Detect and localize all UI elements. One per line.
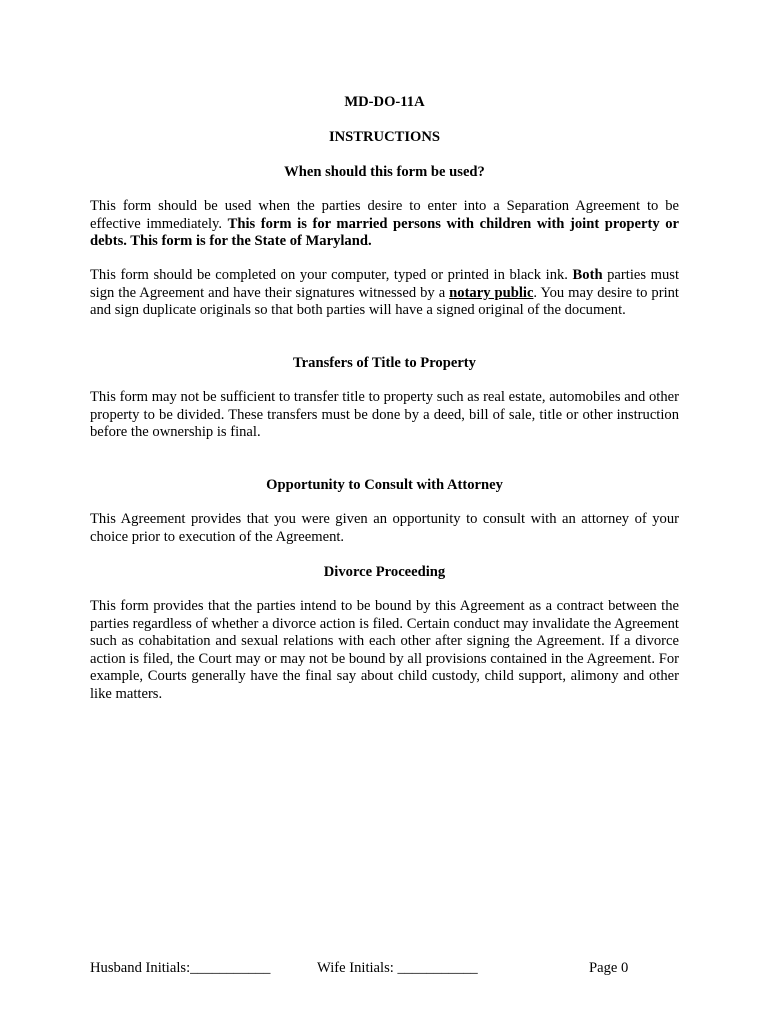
- husband-initials: Husband Initials:___________: [90, 960, 271, 976]
- paragraph-divorce: This form provides that the parties intend to be bound by this Agreement as a contract between the parties regardless of whether a divorce action is filed. Certain conduct may invalidate the Agreement such as cohabitation and sexual relations with each other after signing the Agreement. If a divorce action is filed, the Court may or may not be bound by all provisions contained in the Agreement. For example, Courts generally have the final say about child custody, child support, alimony and other like matters.: [90, 598, 679, 702]
- paragraph-when-1: [90, 198, 679, 251]
- heading-when: When should this form be used?: [284, 164, 485, 180]
- paragraph-when-2-text-c: . You may desire to print and sign duplicate originals so that both parties will have a signed original of the document.: [90, 284, 679, 318]
- paragraph-when-2: [90, 267, 679, 320]
- form-id: MD-DO-11A: [344, 94, 425, 110]
- paragraph-when-1-text: This form should be used when the parties desire to enter into a Separation Agreement to be effective immediately.: [90, 198, 679, 232]
- paragraph-when-2-bold: Both: [572, 267, 603, 283]
- page-title: INSTRUCTIONS: [328, 129, 441, 145]
- page-footer: [90, 960, 679, 980]
- paragraph-consult: This Agreement provides that you were given an opportunity to consult with an attorney of your choice prior to execution of the Agreement.: [90, 511, 679, 545]
- paragraph-when-1-bold: This form is for married persons with children with joint property or debts. This form is for the State of Maryland.: [90, 215, 679, 249]
- wife-initials: Wife Initials: ___________: [317, 960, 478, 976]
- paragraph-when-2-text-b: parties must sign the Agreement and have their signatures witnessed by a: [90, 267, 679, 301]
- page-number: Page 0: [589, 960, 629, 976]
- paragraph-when-2-text-a: This form should be completed on your computer, typed or printed in black ink.: [90, 267, 573, 283]
- notary-public-emphasis: notary public: [449, 284, 534, 301]
- document-page: [90, 0, 679, 1024]
- heading-transfers: Transfers of Title to Property: [293, 355, 476, 371]
- heading-divorce: Divorce Proceeding: [323, 564, 446, 580]
- heading-consult: Opportunity to Consult with Attorney: [266, 477, 503, 493]
- paragraph-transfers: This form may not be sufficient to transfer title to property such as real estate, automobiles and other property to be divided. These transfers must be done by a deed, bill of sale, title or other instruction before the ownership is final.: [90, 389, 679, 440]
